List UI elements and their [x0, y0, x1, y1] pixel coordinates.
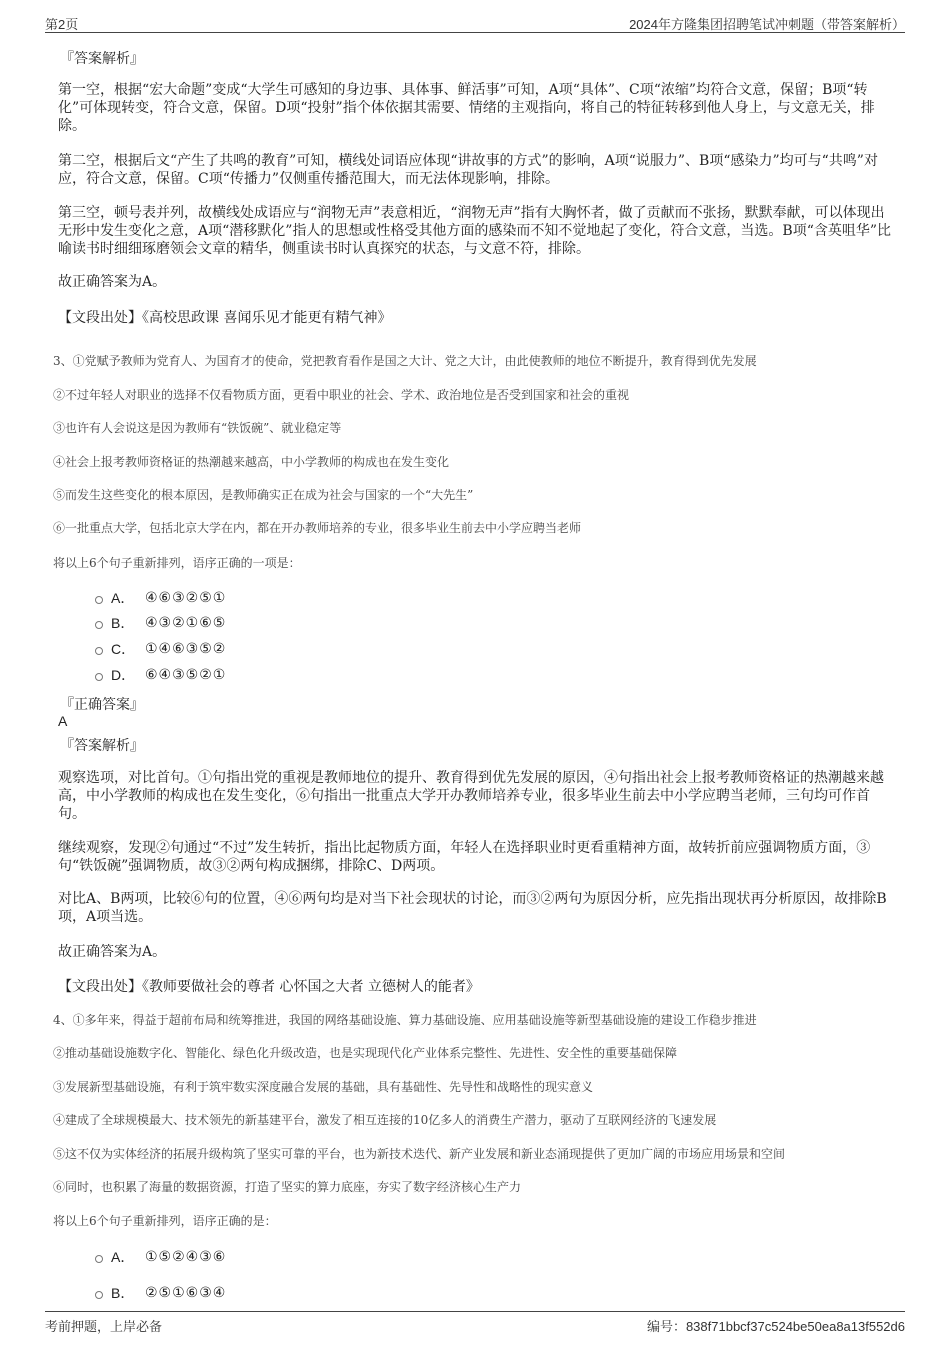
q4-prompt: 将以上6个句子重新排列，语序正确的是：: [53, 1214, 277, 1228]
page-footer: [45, 1311, 905, 1334]
q3-option-d[interactable]: D． ⑥④③⑤②①: [95, 666, 226, 684]
q2-analysis-p2: 第二空，根据后文“产生了共鸣的教育”可知，横线处词语应体现“讲故事的方式”的影响，A项“说服力”、B项“感染力”均可与“共鸣”对应，符合文意，保留。C项“传播力”仅侧重传播范围大，而无法体现影响，排除。: [58, 153, 878, 187]
q3-analysis-p3: 对比A、B两项，比较⑥句的位置，④⑥两句均是对当下社会现状的讨论，而③②两句为原因分析，应先指出现状再分析原因，故排除B项，A项当选。: [58, 891, 887, 925]
q3-sentence-3: ③也许有人会说这是因为教师有“铁饭碗”、就业稳定等: [53, 421, 342, 435]
q3-sentence-1: 3、①党赋予教师为党育人、为国育才的使命，党把教育看作是国之大计、党之大计，由此使教师的地位不断提升，教育得到优先发展: [53, 354, 757, 368]
q4-sentence-3: ③发展新型基础设施，有利于筑牢数实深度融合发展的基础，具有基础性、先导性和战略性的现实意义: [53, 1080, 594, 1094]
page-number: 第2页: [45, 17, 79, 32]
page-header: [45, 10, 905, 33]
q2-analysis-p3: 第三空，顿号表并列，故横线处成语应与“润物无声”表意相近，“润物无声”指有大胸怀者，做了贡献而不张扬，默默奉献，可以体现出无形中发生变化之意，A项“潜移默化”指人的思想或性格受其他方面的感染而不知不觉地起了变化，符合文意，当选。B项“含英咀华”比喻读书时细细琢磨领会文章的精华，侧重读书时认真探究的状态，与文意不符，排除。: [58, 205, 892, 257]
q2-conclusion: 故正确答案为A。: [58, 274, 167, 290]
document-id: 编号：838f71bbcf37c524be50ea8a13f552d6: [646, 1319, 905, 1334]
q4-sentence-6: ⑥同时，也积累了海量的数据资源，打造了坚实的算力底座，夯实了数字经济核心生产力: [53, 1180, 522, 1194]
radio-icon[interactable]: [95, 1291, 103, 1299]
q3-sentence-6: ⑥一批重点大学，包括北京大学在内，都在开办教师培养的专业，很多毕业生前去中小学应聘当老师: [53, 521, 582, 535]
q3-option-b[interactable]: B． ④③②①⑥⑤: [95, 614, 226, 632]
q3-option-c[interactable]: C． ①④⑥③⑤②: [95, 640, 226, 658]
q4-option-b[interactable]: B． ②⑤①⑥③④: [95, 1284, 226, 1302]
q3-sentence-2: ②不过年轻人对职业的选择不仅看物质方面，更看中职业的社会、学术、政治地位是否受到国家和社会的重视: [53, 388, 630, 402]
document-title: 2024年方隆集团招聘笔试冲刺题（带答案解析）: [629, 17, 905, 32]
q4-option-a[interactable]: A． ①⑤②④③⑥: [95, 1248, 226, 1266]
q3-answer: A: [58, 713, 68, 729]
radio-icon[interactable]: [95, 596, 103, 604]
q3-sentence-4: ④社会上报考教师资格证的热潮越来越高，中小学教师的构成也在发生变化: [53, 455, 450, 469]
q3-sentence-5: ⑤而发生这些变化的根本原因，是教师确实正在成为社会与国家的一个“大先生”: [53, 488, 474, 502]
q4-sentence-4: ④建成了全球规模最大、技术领先的新基建平台，激发了相互连接的10亿多人的消费生产潜力，驱动了互联网经济的飞速发展: [53, 1113, 717, 1127]
q4-sentence-1: 4、①多年来，得益于超前布局和统筹推进，我国的网络基础设施、算力基础设施、应用基础设施等新型基础设施的建设工作稳步推进: [53, 1013, 757, 1027]
q3-source: 【文段出处】《教师要做社会的尊者 心怀国之大者 立德树人的能者》: [58, 979, 480, 995]
q4-sentence-2: ②推动基础设施数字化、智能化、绿色化升级改造，也是实现现代化产业体系完整性、先进性、安全性的重要基础保障: [53, 1046, 678, 1060]
radio-icon[interactable]: [95, 1255, 103, 1263]
q2-analysis-p1: 第一空，根据“宏大命题”变成“大学生可感知的身边事、具体事、鲜活事”可知，A项“具体”、C项“浓缩”均符合文意，保留；B项“转化”可体现转变，符合文意，保留。D项“投射”指个体依据其需要、情绪的主观指向，将自己的特征转移到他人身上，与文意无关，排除。: [58, 82, 875, 134]
radio-icon[interactable]: [95, 647, 103, 655]
q4-sentence-5: ⑤这不仅为实体经济的拓展升级构筑了坚实可靠的平台，也为新技术迭代、新产业发展和新业态涌现提供了更加广阔的市场应用场景和空间: [53, 1147, 786, 1161]
q3-prompt: 将以上6个句子重新排列，语序正确的一项是：: [53, 556, 301, 570]
q3-option-a[interactable]: A． ④⑥③②⑤①: [95, 589, 226, 607]
q3-conclusion: 故正确答案为A。: [58, 944, 167, 960]
q3-analysis-label: 『答案解析』: [60, 738, 144, 754]
radio-icon[interactable]: [95, 673, 103, 681]
q3-analysis-p2: 继续观察，发现②句通过“不过”发生转折，指出比起物质方面，年轻人在选择职业时更看重精神方面，故转折前应强调物质方面，③句“铁饭碗”强调物质，故③②两句构成捆绑，排除C、D两项。: [58, 840, 871, 874]
footer-slogan: 考前押题，上岸必备: [45, 1320, 163, 1335]
radio-icon[interactable]: [95, 621, 103, 629]
q2-analysis-label: 『答案解析』: [60, 51, 144, 67]
q3-analysis-p1: 观察选项，对比首句。①句指出党的重视是教师地位的提升、教育得到优先发展的原因，④句指出社会上报考教师资格证的热潮越来越高，中小学教师的构成也在发生变化，⑥句指出一批重点大学开办教师培养专业，很多毕业生前去中小学应聘当老师，三句均可作首句。: [58, 770, 884, 822]
q3-answer-label: 『正确答案』: [60, 697, 144, 713]
q2-source: 【文段出处】《高校思政课 喜闻乐见才能更有精气神》: [58, 310, 392, 326]
